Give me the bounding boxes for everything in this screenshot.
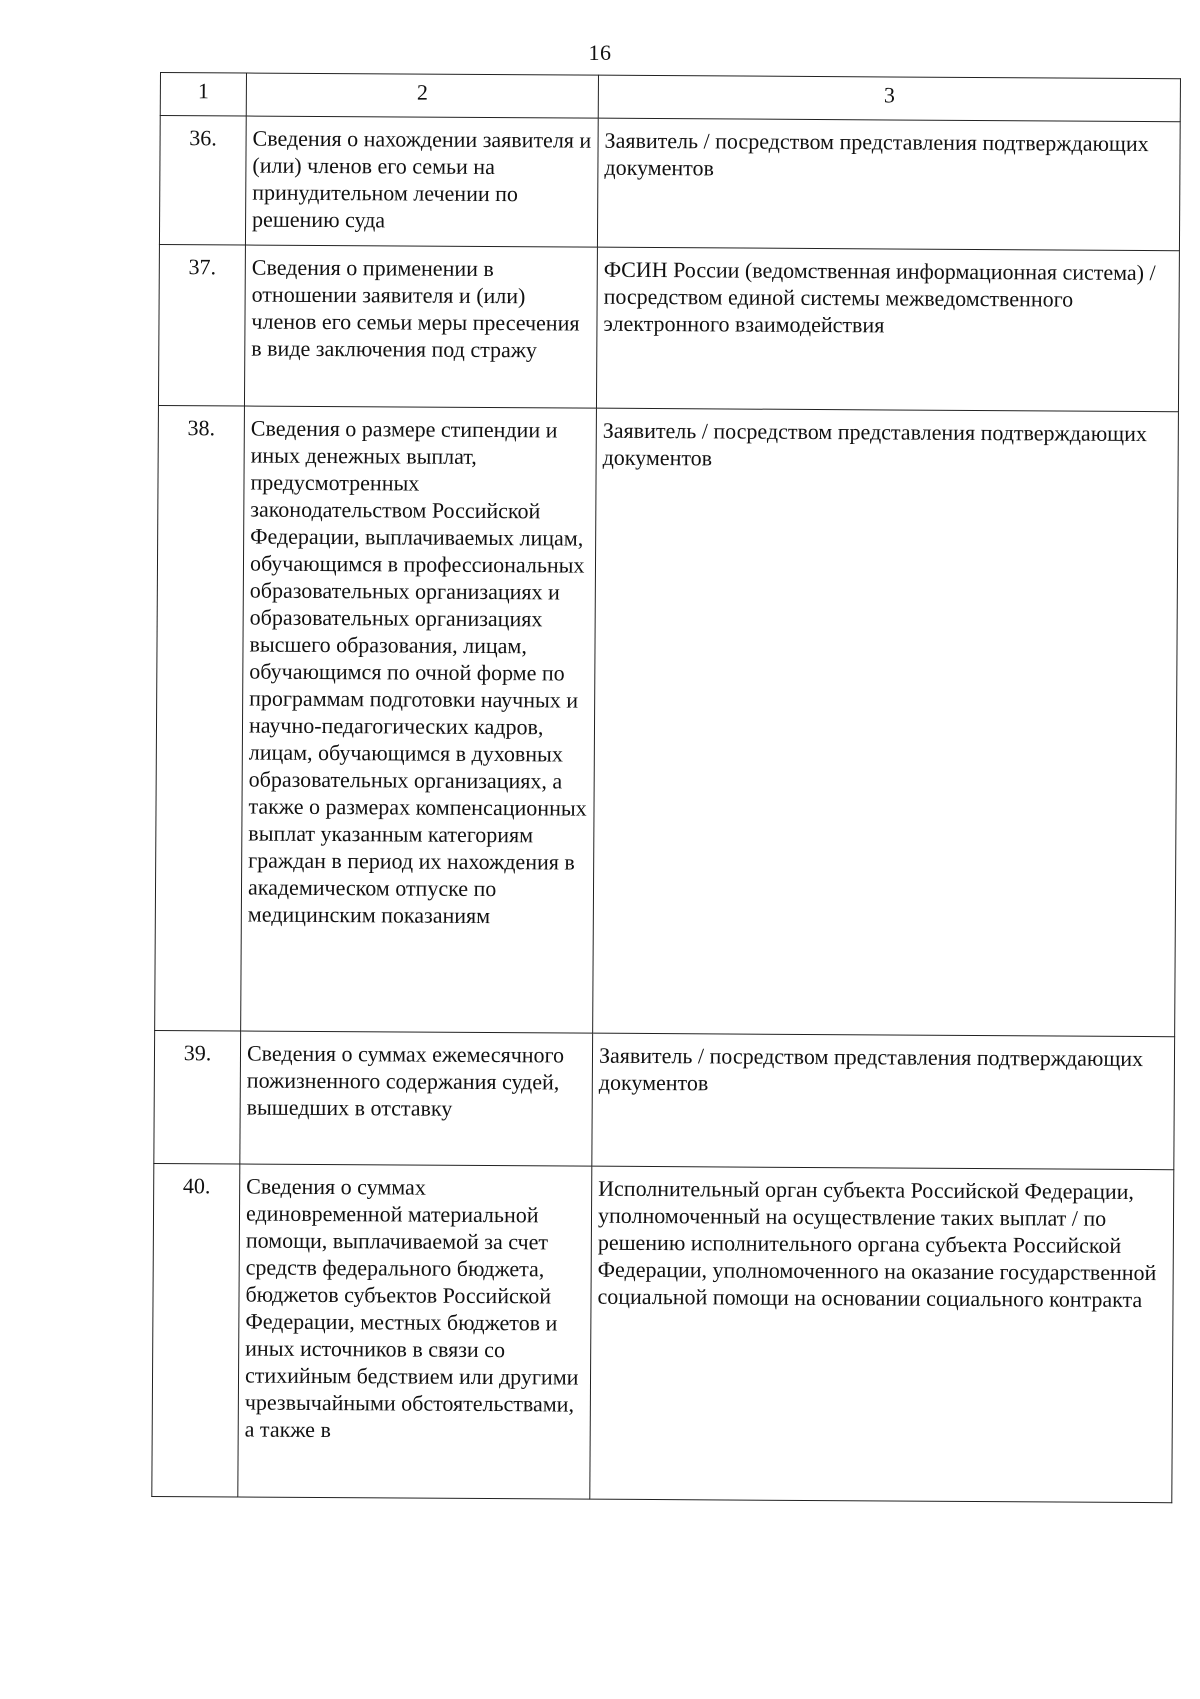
page-number: 16 [588,40,612,65]
row-source: Заявитель / посредством представления подтверждающих документов [593,408,1179,1037]
row-description: Сведения о суммах ежемесячного пожизненного содержания судей, вышедших в отставку [240,1031,593,1166]
row-source: ФСИН России (ведомственная информационная система) / посредством единой системы межведомственного электронного взаимодействия [596,247,1179,412]
table-row [152,1163,1174,1502]
row-description: Сведения о применении в отношении заявителя и (или) членов его семьи меры пресечения в виде заключения под стражу [244,245,597,408]
data-table [151,72,1181,1503]
table-row [159,116,1180,251]
row-number: 40. [152,1163,240,1497]
column-header-1: 1 [160,73,246,117]
row-description: Сведения о размере стипендии и иных денежных выплат, предусмотренных законодательством Российской Федерации, выплачиваемых лицам, обучающимся в профессиональных образовательных организациях и образовательных организациях высшего образования, лицам, обучающимся по очной форме по программам подготовки научных и научно-педагогических кадров, лицам, обучающимся в духовных образовательных организациях, а также о размерах компенсационных выплат указанным категориям граждан в период их нахождения в академическом отпуске по медицинским показаниям [241,406,597,1033]
row-source: Заявитель / посредством представления подтверждающих документов [592,1033,1175,1170]
row-source: Исполнительный орган субъекта Российской Федерации, уполномоченный на осуществление таких выплат / по решению исполнительного органа субъекта Российской Федерации, уполномоченного на оказание государственной социальной помощи на основании социального контракта [590,1166,1174,1503]
table-container [151,72,1180,1503]
row-number: 38. [155,405,245,1031]
table-row [158,244,1179,411]
row-number: 39. [154,1030,241,1164]
row-number: 37. [158,244,245,406]
column-header-2: 2 [246,73,598,118]
row-description: Сведения о суммах единовременной материальной помощи, выплачиваемой за счет средств федерального бюджета, бюджетов субъектов Российской Федерации, местных бюджетов и иных источников в связи со стихийным бедствием или другими чрезвычайными обстоятельствами, а также в [238,1164,592,1499]
table-row [154,1030,1175,1169]
row-source: Заявитель / посредством представления подтверждающих документов [597,118,1180,251]
table-header-row [160,73,1180,122]
row-number: 36. [159,116,246,246]
table-row [155,405,1179,1036]
row-description: Сведения о нахождении заявителя и (или) членов его семьи на принудительном лечении по решению суда [245,116,598,247]
column-header-3: 3 [598,75,1180,122]
